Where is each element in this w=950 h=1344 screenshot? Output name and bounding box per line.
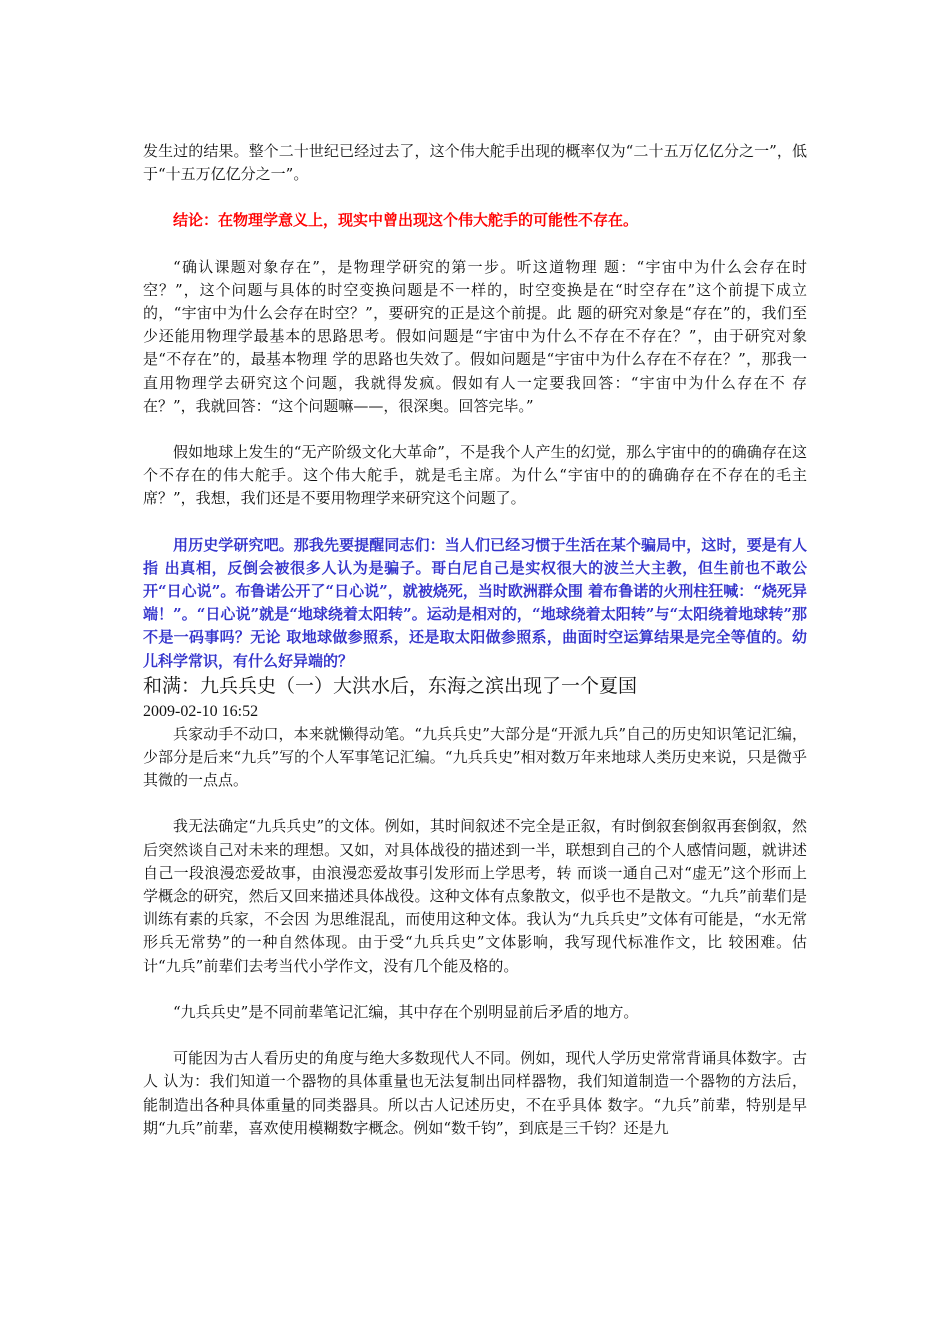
article-paragraph-contradiction: “九兵兵史”是不同前辈笔记汇编，其中存在个别明显前后矛盾的地方。 bbox=[173, 1002, 639, 1021]
article-date: 2009-02-10 16:52 bbox=[143, 702, 259, 720]
article-paragraph-intro: 兵家动手不动口，本来就懒得动笔。“九兵兵史”大部分是“开派九兵”自己的历史知识笔记汇编，少部分是后来“九兵”写的个人军事笔记汇编。“九兵兵史”相对数万年来地球人类历史来说，只是微乎其微的一点点。 bbox=[143, 724, 807, 790]
history-paragraph: 用历史学研究吧。那我先要提醒同志们：当人们已经习惯于生活在某个骗局中，这时，要是有人指 出真相，反倒会被很多人认为是骗子。哥白尼自己是实权很大的波兰大主教，但生前也不敢公开“日心说”。布鲁诺公开了“日心说”，就被烧死，当时欧洲群众围 着布鲁诺的火刑柱狂喊：“烧死异端！”。“日心说”就是“地球绕着太阳转”。运动是相对的，“地球绕着太阳转”与“太阳绕着地球转”那不是一码事吗？无论 取地球做参照系，还是取太阳做参照系，曲面时空运算结果是完全等值的。幼儿科学常识，有什么好异端的？ bbox=[143, 535, 807, 670]
article-paragraph-style: 我无法确定“九兵兵史”的文体。例如，其时间叙述不完全是正叙，有时倒叙套倒叙再套倒叙，然 后突然谈自己对未来的理想。又如，对具体战役的描述到一半，联想到自己的个人感情问题，就讲述自己一段浪漫恋爱故事，由浪漫恋爱故事引发形而上学思考，转 而谈一通自己对“虚无”这个形而上学概念的研究，然后又回来描述具体战役。这种文体有点象散文，似乎也不是散文。“九兵”前辈们是训练有素的兵家，不会因 为思维混乱，而使用这种文体。我认为“九兵兵史”文体有可能是，“水无常形兵无常势”的一种自然体现。由于受“九兵兵史”文体影响，我写现代标准作文，比 较困难。估计“九兵”前辈们去考当代小学作文，没有几个能及格的。 bbox=[143, 817, 807, 975]
article-paragraph-numbers: 可能因为古人看历史的角度与绝大多数现代人不同。例如，现代人学历史常常背诵具体数字。古人 认为：我们知道一个器物的具体重量也无法复制出同样器物，我们知道制造一个器物的方法后，能制造出各种具体重量的同类器具。所以古人记述历史，不在乎具体 数字。“九兵”前辈，特别是早期“九兵”前辈，喜欢使用模糊数字概念。例如“数千钧”，到底是三千钧？还是九 bbox=[143, 1049, 807, 1137]
conclusion-paragraph: 结论：在物理学意义上，现实中曾出现这个伟大舵手的可能性不存在。 bbox=[173, 211, 639, 230]
article-title: 和满：九兵兵史（一）大洪水后，东海之滨出现了一个夏国 bbox=[143, 674, 638, 697]
paragraph-chairman: 假如地球上发生的“无产阶级文化大革命”，不是我个人产生的幻觉，那么宇宙中的的确确存在这个不存在的伟大舵手。这个伟大舵手，就是毛主席。为什么“宇宙中的的确确存在不存在的毛主席？”，我想，我们还是不要用物理学来研究这个问题了。 bbox=[143, 443, 807, 508]
document-page bbox=[143, 140, 807, 1140]
paragraph-physics-question: “确认课题对象存在”，是物理学研究的第一步。听这道物理 题：“宇宙中为什么会存在时 空？”，这个问题与具体的时空变换问题是不一样的，时空变换是在“时空存在”这个前提下成立的，“宇宙中为什么会存在时空？”，要研究的正是这个前提。此 题的研究对象是“存在”的，我们至少还能用物理学最基本的思路思考。假如问题是“宇宙中为什么不存在不存在？”，由于研究对象是“不存在”的，最基本物理 学的思路也失效了。假如问题是“宇宙中为什么存在不存在？”，那我一直用物理学去研究这个问题，我就得发疯。假如有人一定要我回答：“宇宙中为什么存在不 存在？”，我就回答：“这个问题嘛——，很深奥。回答完毕。” bbox=[143, 257, 807, 415]
paragraph-continuation: 发生过的结果。整个二十世纪已经过去了，这个伟大舵手出现的概率仅为“二十五万亿亿分之一”，低于“十五万亿亿分之一”。 bbox=[143, 142, 807, 184]
